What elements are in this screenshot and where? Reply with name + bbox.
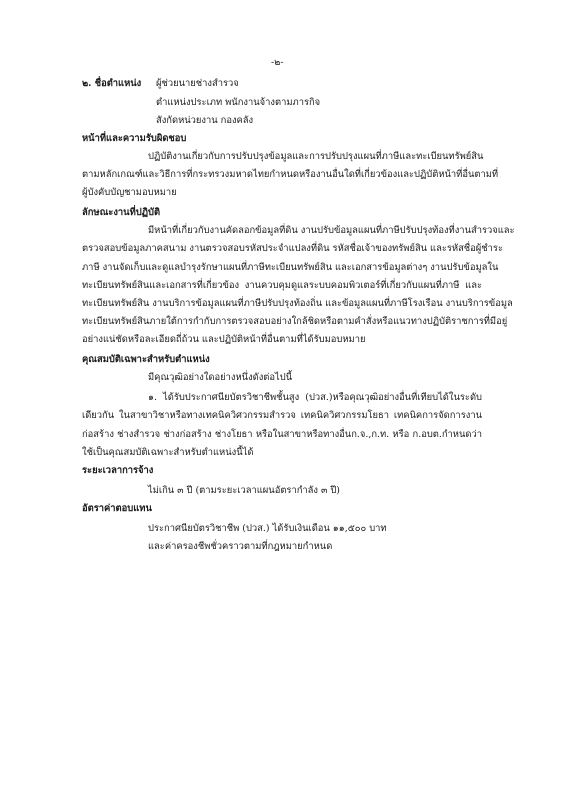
duties-line: ตามหลักเกณฑ์และวิธีการที่กระทรวงมหาดไทยกำหนดหรืองานอื่นใดที่เกี่ยวข้องและปฏิบัติหน้าที่อื่นตามที่ — [82, 169, 499, 180]
work-nature-line: ตรวจสอบข้อมูลภาคสนาม งานตรวจสอบรหัสประจำแปลงที่ดิน รหัสชื่อเจ้าของทรัพย์สิน และรหัสชื่อผู้ชำระ — [82, 243, 503, 254]
employment-period-heading: ระยะเวลาการจ้าง — [82, 465, 154, 476]
allowance-line: และค่าครองชีพชั่วคราวตามที่กฎหมายกำหนด — [148, 541, 333, 552]
position-label: ๒. ชื่อตำแหน่ง — [82, 78, 142, 89]
qualification-line: เดียวกัน ในสาขาวิชาหรือทางเทคนิควิศวกรรมสำรวจ เทคนิควิศวกรรมโยธา เทคนิคการจัดการงาน — [82, 410, 482, 421]
employment-period-text: ไม่เกิน ๓ ปี (ตามระยะเวลาแผนอัตรากำลัง ๓ ปี) — [148, 485, 340, 496]
duties-line: ผู้บังคับบัญชามอบหมาย — [82, 187, 177, 198]
work-nature-line: ภาษี งานจัดเก็บและดูแลบำรุงรักษาแผนที่ภาษีทะเบียนทรัพย์สิน และเอกสารข้อมูลต่างๆ งานปรับข้อมูลใน — [82, 262, 499, 273]
work-nature-line: มีหน้าที่เกี่ยวกับงานคัดลอกข้อมูลที่ดิน งานปรับข้อมูลแผนที่ภาษีปรับปรุงท้องที่งานสำรวจและ — [148, 225, 515, 236]
qualification-line: ๑. ได้รับประกาศนียบัตรวิชาชีพชั้นสูง (ปวส.)หรือคุณวุฒิอย่างอื่นที่เทียบได้ในระดับ — [148, 392, 482, 403]
work-nature-line: อย่างแน่ชัดหรือละเอียดถี่ถ้วน และปฏิบัติหน้าที่อื่นตามที่ได้รับมอบหมาย — [82, 334, 366, 345]
position-unit: สังกัดหน่วยงาน กองคลัง — [156, 115, 254, 126]
work-nature-line: ทะเบียนทรัพย์สินภายใต้การกำกับการตรวจสอบอย่างใกล้ชิดหรือตามคำสั่งหรือแนวทางปฏิบัติราชการที่มีอยู่ — [82, 316, 508, 327]
qualification-line: ใช้เป็นคุณสมบัติเฉพาะสำหรับตำแหน่งนี้ได้ — [82, 447, 254, 458]
duties-line: ปฏิบัติงานเกี่ยวกับการปรับปรุงข้อมูลและการปรับปรุงแผนที่ภาษีและทะเบียนทรัพย์สิน — [148, 151, 484, 162]
compensation-heading: อัตราค่าตอบแทน — [82, 503, 152, 514]
duties-heading: หน้าที่และความรับผิดชอบ — [82, 133, 187, 144]
work-nature-line: ทะเบียนทรัพย์สินและเอกสารที่เกี่ยวข้อง งานควบคุมดูแลระบบคอมพิวเตอร์ที่เกี่ยวกับแผนที่ภาษี และ — [82, 280, 482, 291]
work-nature-line: ทะเบียนทรัพย์สิน งานบริการข้อมูลแผนที่ภาษีปรับปรุงท้องถิ่น และข้อมูลแผนที่ภาษีโรงเรือน งานบริการข้อมูล — [82, 298, 513, 309]
work-nature-heading: ลักษณะงานที่ปฏิบัติ — [82, 207, 161, 218]
qualifications-heading: คุณสมบัติเฉพาะสำหรับตำแหน่ง — [82, 354, 210, 365]
salary-line: ประกาศนียบัตรวิชาชีพ (ปวส.) ได้รับเงินเดือน ๑๑,๕๐๐ บาท — [148, 523, 387, 534]
page-number: -๒- — [271, 57, 284, 68]
position-title: ผู้ช่วยนายช่างสำรวจ — [156, 78, 239, 89]
qualifications-intro: มีคุณวุฒิอย่างใดอย่างหนึ่งดังต่อไปนี้ — [148, 372, 293, 383]
position-type: ตำแหน่งประเภท พนักงานจ้างตามภารกิจ — [156, 97, 321, 108]
qualification-line: ก่อสร้าง ช่างสำรวจ ช่างก่อสร้าง ช่างโยธา หรือในสาขาหรือทางอื่นก.จ.,ก.ท. หรือ ก.อบต.กำหนดว่า — [82, 429, 482, 440]
